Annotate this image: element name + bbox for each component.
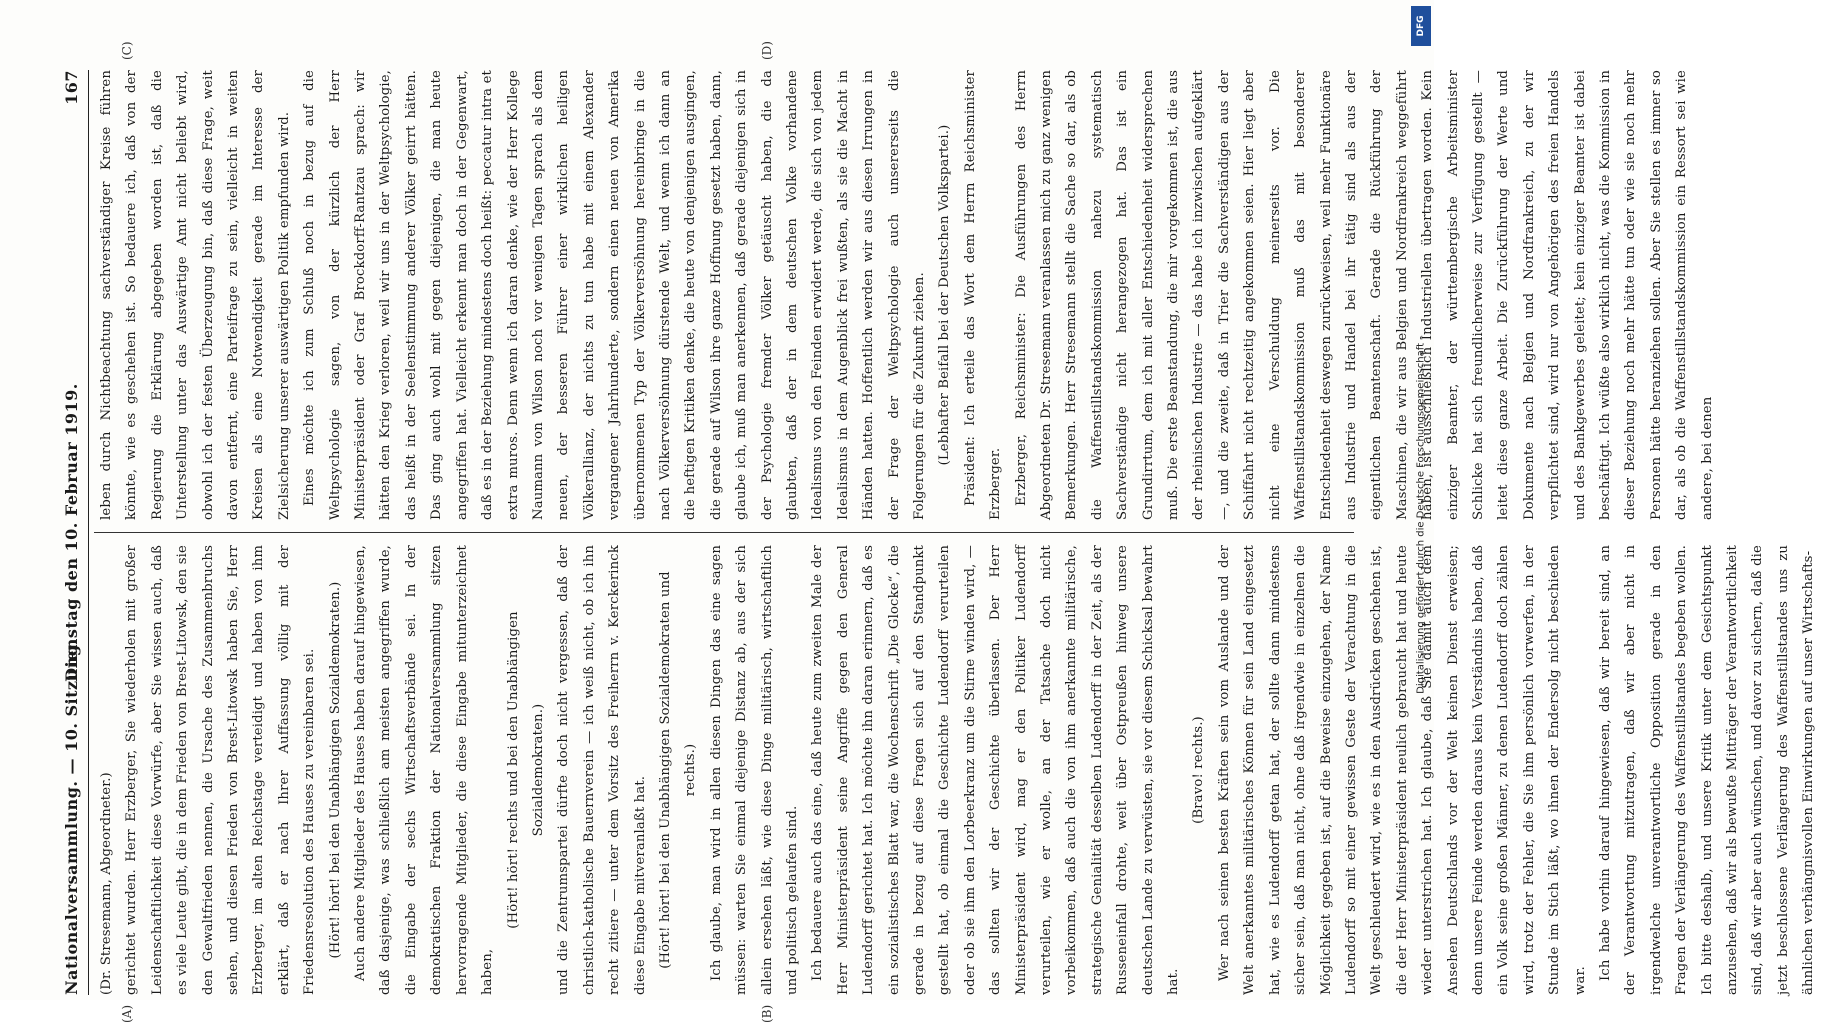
paragraph: Ich glaube, man wird in allen diesen Dingen das eine sagen müssen: warten Sie einmal diejenige Distanz ab, aus der sich allein ersehen läßt, wie diese Dinge militärisch, wirtschaftlich und politisch gelaufen sind.: [708, 545, 800, 995]
digitization-note: [1408, 0, 1434, 1000]
dfg-logo: [1411, 6, 1431, 46]
paragraph: Ich bedauere auch das eine, daß heute zum zweiten Male der Herr Ministerpräsident seine Angriffe gegen den General Ludendorff gerichtet hat. Ich möchte ihn daran erinnern, daß es ein sozialistisches Blatt war, die Wochenschrift „Die Glocke“, die gerade in bezug auf diese Fragen sich auf den Standpunkt gestellt hat, ob einmal die Geschichte Ludendorff verurteilen oder ob sie ihm den Lorbeerkranz um die Stirne winden wird, — das sollten wir der Geschichte überlassen. Der Herr Ministerpräsident wird, mag er den Politiker Ludendorff verurteilen, wie er wolle, an der Tatsache doch nicht vorbeikommen, daß auch die von ihm anerkannte militärische, strategische Genialität desselben Ludendorff in der Zeit, als der Russeneinfall drohte, weit über Ostpreußen hinweg unsere deutschen Lande zu verwüsten, sie vor diesem Schicksal bewahrt hat.: [810, 545, 1182, 995]
digitization-credit: Digitalisierung gefördert durch die Deutsche Forschungsgemeinschaft -: [1415, 336, 1427, 694]
margin-mark-c: (C): [120, 41, 134, 60]
margin-mark-d: (D): [760, 41, 774, 60]
margin-mark-a: (A): [120, 1004, 134, 1023]
interjection: (Lebhafter Beifall bei der Deutschen Volkspartei.): [937, 124, 953, 466]
interjection: (Hört! hört! rechts und bei den Unabhängigen Sozialdemokraten.): [505, 611, 546, 929]
paragraph: und die Zentrumspartei dürfte doch nicht vergessen, daß der christlich-katholische Bauernverein — ich weiß nicht, ob ich ihn recht zitiere — unter dem Vorsitz des Freiherrn v. Kerckerinck diese Eingabe mitveranlaßt hat.: [556, 545, 648, 995]
header-date: Dienstag den 10. Februar 1919.: [62, 383, 81, 682]
margin-mark-b: (B): [760, 1004, 774, 1023]
interjection: (Hört! hört! bei den Unabhängigen Sozialdemokraten.): [327, 581, 343, 959]
paragraph: Eines möchte ich zum Schluß noch in bezug auf die Weltpsychologie sagen, von der kürzlich der Herr Ministerpräsident oder Graf Brockdorff-Rantzau sprach: wir hätten den Krieg verloren, weil wir uns in der Weltpsychologie, das heißt in der Seelenstimmung anderer Völker geirrt hätten. Das ging auch wohl mit gegen diejenigen, die man heute angegriffen hat. Vielleicht erkennt man doch in der Gegenwart, daß es in der Beziehung mindestens doch heißt: peccatur intra et extra muros. Denn wenn ich daran denke, wie der Herr Kollege Naumann von Wilson noch vor wenigen Tagen sprach als dem neuen, der besseren Führer einer wirklichen heiligen Völkerallianz, der nichts zu tun habe mit einem Alexander vergangener Jahrhunderte, sondern einen neuen von Amerika übernommenen Typ der Völkerversöhnung hereinbringe in die nach Völkerversöhnung dürstende Welt, und wenn ich dann an die heftigen Kritiken denke, die heute von denjenigen ausgingen, die gerade auf Wilson ihre ganze Hoffnung gesetzt haben, dann, glaube ich, muß man anerkennen, daß gerade diejenigen sich in der Psychologie fremder Völker getäuscht haben, die da glaubten, daß der in dem deutschen Volke vorhandene Idealismus von den Feinden erwidert werde, die sich von jedem Idealismus in dem Augenblick frei wußten, als sie die Macht in Händen hatten. Hoffentlich werden wir aus diesen Irrungen in der Frage der Weltpsychologie auch unsererseits die Folgerungen für die Zukunft ziehen.: [302, 70, 927, 520]
paragraph: (Dr. Stresemann, Abgeordneter.): [99, 772, 114, 995]
interjection: (Hört! hört! bei den Unabhängigen Sozialdemokraten und rechts.): [657, 571, 699, 969]
dfg-logo-text: DFG: [1416, 15, 1426, 37]
paragraph: Ich habe vorhin darauf hingewiesen, daß wir bereit sind, an der Verantwortung mitzutragen, daß wir aber nicht in irgendwelche unverantwortliche Opposition gerade in den Fragen der Verlängerung des Waffenstillstandes begeben wollen. Ich bitte deshalb, und unsere Kritik unter dem Gesichtspunkt anzusehen, daß wir als bewußte Mitträger der Verantwortlichkeit sind, daß wir aber auch wünschen, und davor zu sichern, daß die jetzt beschlossene Verlängerung des Waffenstillstandes uns zu ähnlichen verhängnisvollen Einwirkungen auf unser Wirtschafts-: [1597, 545, 1817, 995]
column-left: [94, 545, 1817, 995]
paragraph: Wer nach seinen besten Kräften sein vom Auslande und der Welt anerkanntes militärisches Können für sein Land eingesetzt hat, wie es Ludendorff getan hat, der sollte dann mindestens sicher sein, daß man nicht, ohne daß irgendwie in einzelnen die Möglichkeit gegeben ist, auf die Beweise einzugehen, der Name Ludendorff so mit einer gewissen Geste der Verachtung in die Welt geschleudert wird, wie es in den Ausdrücken geschehen ist, die der Herr Ministerpräsident neulich gebraucht hat und heute wieder unterstrichen hat. Ich glaube, daß Sie damit auch dem Ansehen Deutschlands vor der Welt keinen Dienst erweisen; denn unsere Feinde werden daraus kein Verständnis haben, daß ein Volk seine großen Männer, zu denen Ludendorff doch zählen wird, trotz der Fehler, die Sie ihm persönlich vorwerfen, in der Stunde im Stich läßt, wo ihnen der Endersolg nicht beschieden war.: [1216, 545, 1588, 995]
paragraph: gerichtet wurden. Herr Erzberger, Sie wiederholen mit großer Leidenschaftlichkeit diese Vorwürfe, aber Sie wissen auch, daß es viele Leute gibt, die in dem Frieden von Brest-Litowsk, den sie den Gewaltfrieden nennen, die Ursache des Zusammenbruchs sehen, und diesen Frieden von Brest-Litowsk haben Sie, Herr Erzberger, im alten Reichstage verteidigt und haben von ihm erklärt, daß er nach Ihrer Auffassung völlig mit der Friedensresolution des Hauses zu vereinbaren sei.: [124, 545, 318, 995]
header-rule: [88, 70, 89, 995]
paragraph: Auch andere Mitglieder des Hauses haben darauf hingewiesen, daß dasjenige, was schließlich am meisten angegriffen wurde, die Eingabe der sechs Wirtschaftsverbände sei. In der demokratischen Fraktion der Nationalversammlung sitzen hervorragende Mitglieder, die diese Eingabe mitunterzeichnet haben,: [353, 545, 496, 995]
paragraph: Präsident: Ich erteile das Wort dem Herrn Reichsminister Erzberger.: [962, 70, 1004, 520]
page-header: [60, 70, 84, 995]
interjection: (Bravo! rechts.): [1191, 716, 1207, 824]
header-left: Nationalversammlung. — 10. Sitzung.: [62, 638, 81, 995]
paragraph: Erzberger, Reichsminister: Die Ausführungen des Herrn Abgeordneten Dr. Stresemann veranlassen mich zu ganz wenigen Bemerkungen. Herr Stresemann stellt die Sache so dar, als ob die Waffenstillstandskommission nahezu systematisch Sachverständige nicht herangezogen hat. Das ist ein Grundirrtum, dem ich mit aller Entschiedenheit widersprechen muß. Die erste Beanstandung, die mir vorgekommen ist, die aus der rheinischen Industrie — das habe ich inzwischen aufgeklärt —, und die zweite, daß in Trier die Sachverständigen aus der Schiffahrt nicht rechtzeitig angekommen seien. Hier liegt aber nicht eine Verschuldung meinerseits vor. Die Waffenstillstandskommission muß das mit besonderer Entschiedenheit deswegen zurückweisen, weil mehr Funktionäre aus Industrie und Handel bei ihr tätig sind als aus der eigentlichen Beamtenschaft. Gerade die Rückführung der Maschinen, die wir aus Belgien und Nordfrankreich weggeführt haben, ist ausschließlich Industriellen übertragen worden. Kein einziger Beamter, der württembergische Arbeitsminister Schlicke hat sich freundlicherweise zur Verfügung gestellt — leitet diese ganze Arbeit. Die Zurückführung der Werte und Dokumente nach Belgien und Nordfrankreich, zu der wir verpflichtet sind, wird nur von Angehörigen des freien Handels und des Bankgewerbes geleitet; kein einziger Beamter ist dabei beschäftigt. Ich wüßte also wirklich nicht, was die Kommission in dieser Beziehung noch mehr hätte tun oder wie sie noch mehr Personen hätte heranziehen sollen. Aber Sie stellen es immer so dar, als ob die Waffenstillstandskommission ein Ressort sei wie andere, bei denen: [1013, 70, 1715, 520]
column-divider: [94, 532, 1354, 533]
paragraph: leben durch Nichtbeachtung sachverständiger Kreise führen könnte, wie es geschehen ist. So bedauere ich, daß von der Regierung die Erklärung abgegeben worden ist, daß die Unterstellung unter das Auswärtige Amt nicht beliebt wird, obwohl ich der festen Überzeugung bin, daß diese Frage, weit davon entfernt, eine Parteifrage zu sein, vielleicht in weiten Kreisen als eine Notwendigkeit gerade im Interesse der Zielsicherung unserer auswärtigen Politik empfunden wird.: [99, 70, 292, 520]
page-number: 167: [62, 70, 81, 105]
